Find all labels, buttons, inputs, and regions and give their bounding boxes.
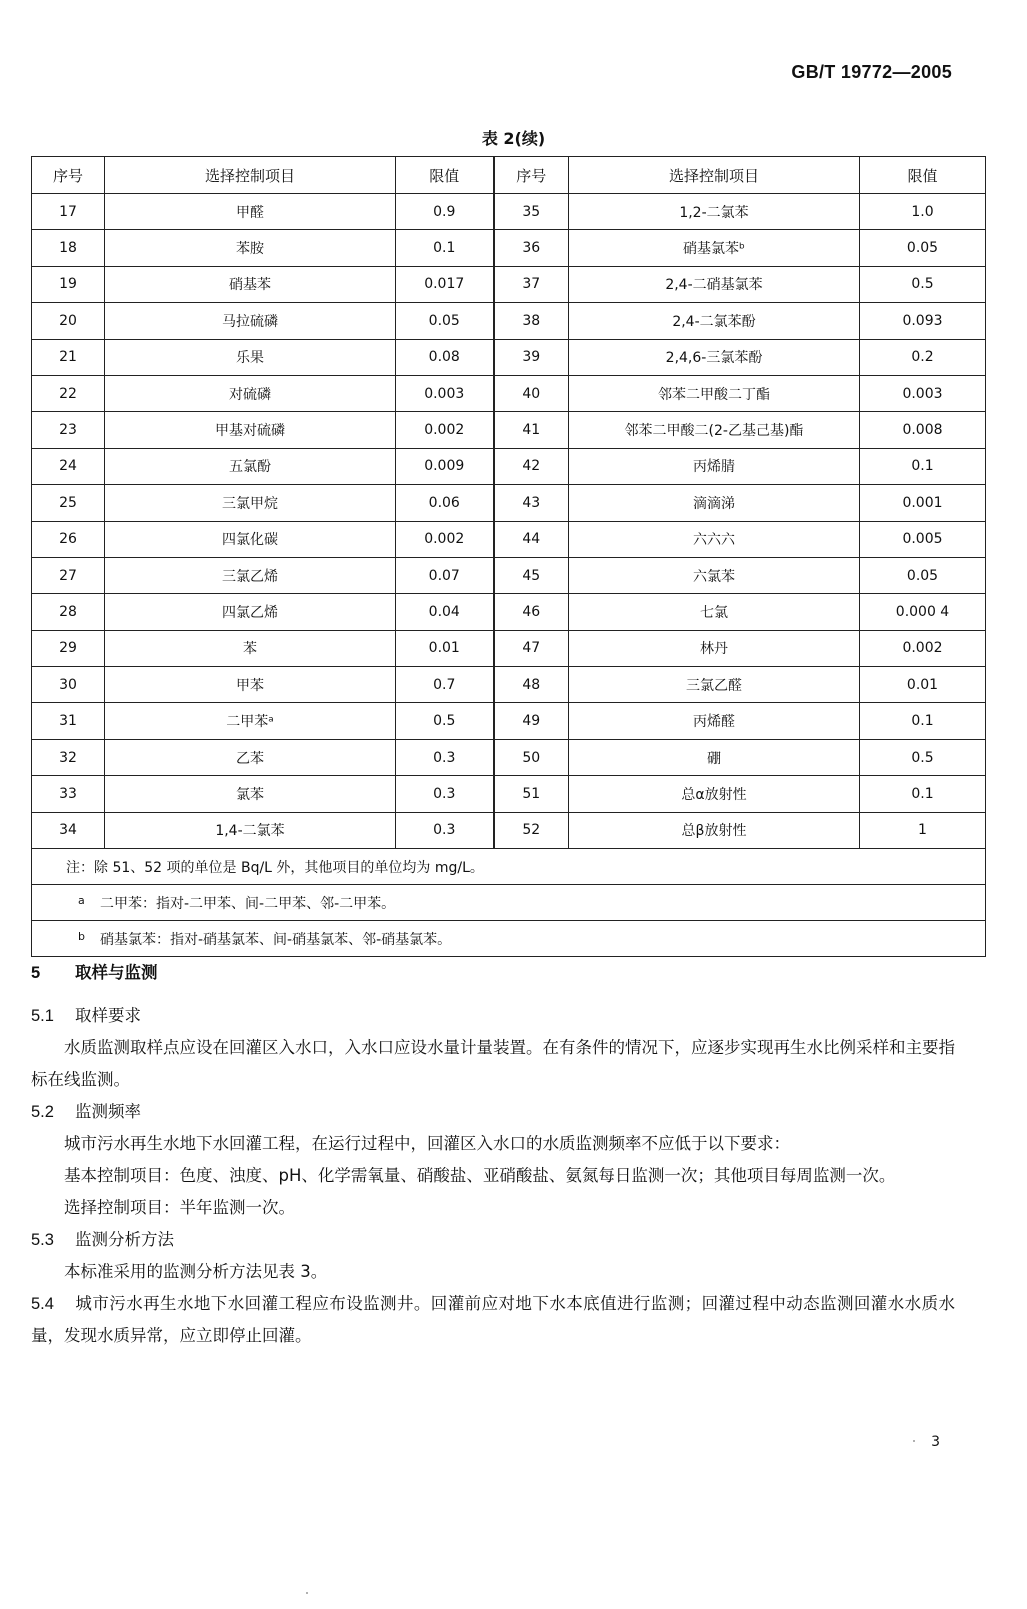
table-row <box>32 485 986 521</box>
cell-seq-left: 19 <box>32 266 105 302</box>
cell-limit-right: 0.1 <box>860 703 986 739</box>
cell-limit-left: 0.3 <box>396 776 494 812</box>
cell-item-left: 甲醛 <box>105 194 396 230</box>
cell-item-left: 1,4-二氯苯 <box>105 812 396 848</box>
section-5-body <box>31 1000 955 1352</box>
cell-limit-left: 0.05 <box>396 303 494 339</box>
footnote-text: 硝基氯苯：指对-硝基氯苯、间-硝基氯苯、邻-硝基氯苯。 <box>100 931 452 948</box>
header-limit: 限值 <box>860 157 986 194</box>
header-seq: 序号 <box>494 157 569 194</box>
table-row <box>32 230 986 266</box>
cell-item-left: 三氯乙烯 <box>105 557 396 593</box>
standard-code: GB/T 19772—2005 <box>791 62 952 82</box>
table-row <box>32 339 986 375</box>
cell-item-right: 林丹 <box>569 630 860 666</box>
cell-item-left: 硝基苯 <box>105 266 396 302</box>
cell-limit-left: 0.01 <box>396 630 494 666</box>
cell-seq-right: 44 <box>494 521 569 557</box>
table-row <box>32 412 986 448</box>
table-row <box>32 375 986 411</box>
cell-item-left: 乙苯 <box>105 739 396 775</box>
cell-item-right: 六氯苯 <box>569 557 860 593</box>
cell-seq-left: 28 <box>32 594 105 630</box>
cell-item-right: 2,4-二氯苯酚 <box>569 303 860 339</box>
section-heading <box>31 957 955 989</box>
table-footnote-row <box>32 885 986 921</box>
cell-item-right: 总α放射性 <box>569 776 860 812</box>
cell-limit-left: 0.08 <box>396 339 494 375</box>
cell-item-right: 硝基氯苯ᵇ <box>569 230 860 266</box>
cell-seq-right: 49 <box>494 703 569 739</box>
cell-limit-right: 0.003 <box>860 375 986 411</box>
table-row <box>32 194 986 230</box>
cell-item-right: 丙烯腈 <box>569 448 860 484</box>
table-row <box>32 266 986 302</box>
cell-seq-left: 17 <box>32 194 105 230</box>
cell-seq-left: 29 <box>32 630 105 666</box>
table-row <box>32 303 986 339</box>
paragraph: 本标准采用的监测分析方法见表 3。 <box>64 1262 328 1281</box>
cell-limit-left: 0.017 <box>396 266 494 302</box>
cell-limit-left: 0.002 <box>396 412 494 448</box>
section-number: 5 <box>31 964 41 982</box>
cell-seq-right: 47 <box>494 630 569 666</box>
cell-limit-right: 0.5 <box>860 266 986 302</box>
paragraph: 选择控制项目：半年监测一次。 <box>64 1198 295 1217</box>
scan-speck <box>913 1440 915 1442</box>
subsection-5-1-heading <box>31 1000 955 1032</box>
cell-item-left: 四氯化碳 <box>105 521 396 557</box>
table-row <box>32 594 986 630</box>
cell-limit-left: 0.5 <box>396 703 494 739</box>
cell-seq-right: 36 <box>494 230 569 266</box>
table-header-row <box>32 157 986 194</box>
footnote-text: 二甲苯：指对-二甲苯、间-二甲苯、邻-二甲苯。 <box>100 895 396 912</box>
paragraph: 基本控制项目：色度、浊度、pH、化学需氧量、硝酸盐、亚硝酸盐、氨氮每日监测一次；其他项目每周监测一次。 <box>64 1166 896 1185</box>
cell-limit-right: 1 <box>860 812 986 848</box>
cell-limit-left: 0.009 <box>396 448 494 484</box>
cell-limit-left: 0.1 <box>396 230 494 266</box>
cell-seq-right: 35 <box>494 194 569 230</box>
cell-item-right: 1,2-二氯苯 <box>569 194 860 230</box>
table-footnote-row <box>32 921 986 957</box>
subsection-number: 5.4 <box>31 1295 54 1313</box>
table-note-row <box>32 849 986 885</box>
header-item: 选择控制项目 <box>569 157 860 194</box>
subsection-number: 5.1 <box>31 1007 54 1025</box>
subsection-5-2-heading <box>31 1096 955 1128</box>
cell-seq-right: 42 <box>494 448 569 484</box>
cell-item-left: 四氯乙烯 <box>105 594 396 630</box>
cell-limit-right: 0.05 <box>860 230 986 266</box>
cell-seq-left: 22 <box>32 375 105 411</box>
cell-item-left: 氯苯 <box>105 776 396 812</box>
subsection-title: 监测频率 <box>75 1102 141 1121</box>
cell-item-right: 2,4,6-三氯苯酚 <box>569 339 860 375</box>
cell-item-right: 三氯乙醛 <box>569 667 860 703</box>
cell-seq-right: 48 <box>494 667 569 703</box>
section-title: 取样与监测 <box>75 963 158 982</box>
cell-seq-left: 30 <box>32 667 105 703</box>
table-row <box>32 703 986 739</box>
cell-item-right: 2,4-二硝基氯苯 <box>569 266 860 302</box>
cell-limit-right: 0.5 <box>860 739 986 775</box>
cell-limit-left: 0.06 <box>396 485 494 521</box>
cell-seq-left: 21 <box>32 339 105 375</box>
cell-seq-right: 43 <box>494 485 569 521</box>
table-row <box>32 521 986 557</box>
header-seq: 序号 <box>32 157 105 194</box>
cell-seq-right: 37 <box>494 266 569 302</box>
cell-limit-right: 0.001 <box>860 485 986 521</box>
cell-seq-right: 41 <box>494 412 569 448</box>
cell-limit-right: 0.093 <box>860 303 986 339</box>
subsection-5-4 <box>31 1288 955 1352</box>
cell-seq-left: 24 <box>32 448 105 484</box>
cell-limit-left: 0.3 <box>396 739 494 775</box>
cell-item-left: 苯 <box>105 630 396 666</box>
footnote-a <box>32 885 986 921</box>
subsection-number: 5.3 <box>31 1231 54 1249</box>
section-5 <box>31 957 955 989</box>
cell-item-left: 乐果 <box>105 339 396 375</box>
cell-item-left: 甲苯 <box>105 667 396 703</box>
cell-seq-left: 34 <box>32 812 105 848</box>
cell-item-left: 苯胺 <box>105 230 396 266</box>
cell-item-right: 丙烯醛 <box>569 703 860 739</box>
cell-limit-right: 0.05 <box>860 557 986 593</box>
cell-seq-right: 40 <box>494 375 569 411</box>
cell-limit-right: 0.002 <box>860 630 986 666</box>
cell-item-left: 五氯酚 <box>105 448 396 484</box>
cell-seq-left: 31 <box>32 703 105 739</box>
subsection-5-3-heading <box>31 1224 955 1256</box>
cell-limit-right: 0.2 <box>860 339 986 375</box>
cell-seq-right: 51 <box>494 776 569 812</box>
cell-seq-right: 46 <box>494 594 569 630</box>
cell-item-left: 甲基对硫磷 <box>105 412 396 448</box>
cell-seq-right: 50 <box>494 739 569 775</box>
cell-item-right: 六六六 <box>569 521 860 557</box>
cell-seq-left: 27 <box>32 557 105 593</box>
subsection-number: 5.2 <box>31 1103 54 1121</box>
footnote-b <box>32 921 986 957</box>
cell-limit-right: 0.005 <box>860 521 986 557</box>
cell-limit-right: 0.008 <box>860 412 986 448</box>
cell-limit-right: 0.01 <box>860 667 986 703</box>
table-row <box>32 739 986 775</box>
cell-seq-right: 38 <box>494 303 569 339</box>
footnote-mark: a <box>78 893 85 907</box>
cell-limit-left: 0.9 <box>396 194 494 230</box>
cell-seq-left: 23 <box>32 412 105 448</box>
header-limit: 限值 <box>396 157 494 194</box>
scan-speck <box>306 1592 308 1594</box>
footnote-mark: b <box>78 929 85 943</box>
cell-seq-left: 18 <box>32 230 105 266</box>
cell-limit-left: 0.04 <box>396 594 494 630</box>
table-row <box>32 448 986 484</box>
cell-item-right: 七氯 <box>569 594 860 630</box>
subsection-title: 取样要求 <box>75 1006 141 1025</box>
cell-seq-right: 52 <box>494 812 569 848</box>
cell-seq-left: 26 <box>32 521 105 557</box>
table-row <box>32 630 986 666</box>
cell-limit-right: 1.0 <box>860 194 986 230</box>
cell-item-left: 三氯甲烷 <box>105 485 396 521</box>
table-row <box>32 812 986 848</box>
cell-limit-left: 0.002 <box>396 521 494 557</box>
cell-item-right: 邻苯二甲酸二丁酯 <box>569 375 860 411</box>
table-caption: 表 2(续) <box>481 129 546 148</box>
cell-limit-left: 0.7 <box>396 667 494 703</box>
cell-limit-right: 0.1 <box>860 776 986 812</box>
cell-seq-left: 32 <box>32 739 105 775</box>
limits-table <box>31 156 986 957</box>
cell-limit-left: 0.3 <box>396 812 494 848</box>
cell-limit-left: 0.003 <box>396 375 494 411</box>
cell-item-left: 二甲苯ᵃ <box>105 703 396 739</box>
paragraph: 水质监测取样点应设在回灌区入水口，入水口应设水量计量装置。在有条件的情况下，应逐步实现再生水比例采样和主要指标在线监测。 <box>31 1038 955 1089</box>
cell-limit-right: 0.000 4 <box>860 594 986 630</box>
cell-limit-left: 0.07 <box>396 557 494 593</box>
table-note: 注：除 51、52 项的单位是 Bq/L 外，其他项目的单位均为 mg/L。 <box>32 849 986 885</box>
cell-item-right: 硼 <box>569 739 860 775</box>
cell-item-left: 对硫磷 <box>105 375 396 411</box>
cell-seq-left: 33 <box>32 776 105 812</box>
cell-limit-right: 0.1 <box>860 448 986 484</box>
paragraph: 城市污水再生水地下水回灌工程，在运行过程中，回灌区入水口的水质监测频率不应低于以下要求： <box>64 1134 790 1153</box>
cell-item-right: 滴滴涕 <box>569 485 860 521</box>
subsection-title: 监测分析方法 <box>75 1230 174 1249</box>
table-row <box>32 667 986 703</box>
table-row <box>32 776 986 812</box>
cell-seq-right: 45 <box>494 557 569 593</box>
header-item: 选择控制项目 <box>105 157 396 194</box>
cell-item-right: 邻苯二甲酸二(2-乙基己基)酯 <box>569 412 860 448</box>
paragraph: 城市污水再生水地下水回灌工程应布设监测井。回灌前应对地下水本底值进行监测；回灌过程中动态监测回灌水水质水量，发现水质异常，应立即停止回灌。 <box>31 1294 955 1345</box>
table-row <box>32 557 986 593</box>
cell-seq-left: 20 <box>32 303 105 339</box>
cell-item-left: 马拉硫磷 <box>105 303 396 339</box>
cell-seq-right: 39 <box>494 339 569 375</box>
cell-seq-left: 25 <box>32 485 105 521</box>
page-number: 3 <box>931 1434 940 1450</box>
cell-item-right: 总β放射性 <box>569 812 860 848</box>
